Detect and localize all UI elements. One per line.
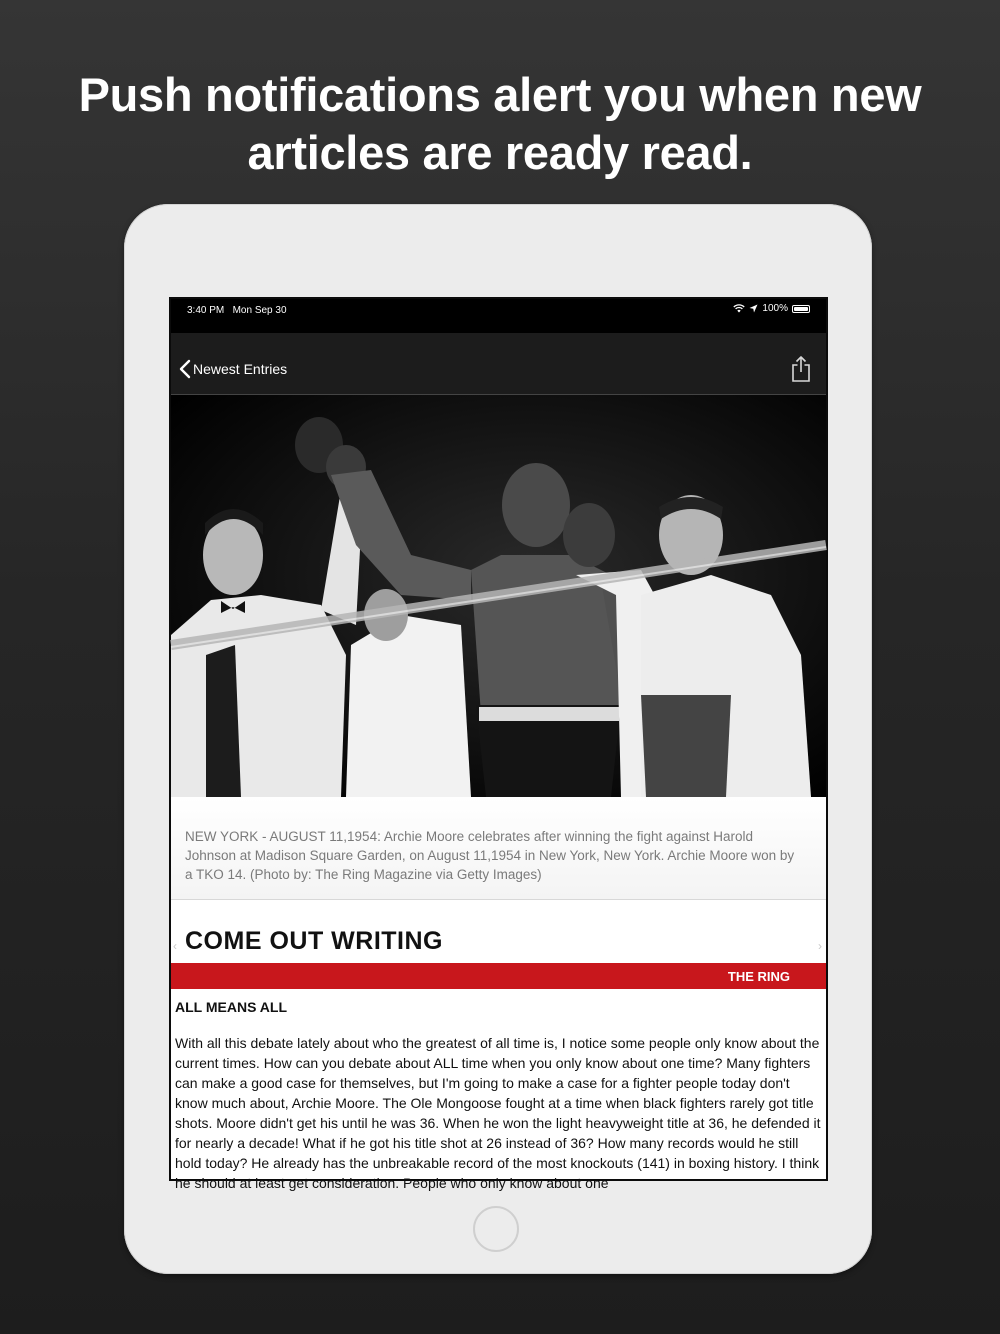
status-bar — [171, 299, 826, 333]
share-icon[interactable] — [790, 355, 812, 383]
boxing-photo-image — [171, 395, 826, 797]
battery-icon — [792, 305, 810, 313]
promo-headline-line1: Push notifications alert you when new — [78, 68, 922, 121]
promo-headline — [0, 66, 1000, 182]
status-indicators — [733, 303, 810, 314]
battery-percent: 100% — [762, 303, 788, 314]
article-body: With all this debate lately about who the greatest of all time is, I notice some people only know about the current times. How can you debate about ALL time when you only know about one time? Many fighters can make a good case for themselves, but I'm going to make a case for a fighter people today don't know much about, Archie Moore. The Ole Mongoose fought at a time when black fighters rarely got title shots. Moore didn't get his until he was 36. When he won the light heavyweight title at 36, he defended it for nearly a decade! What if he got his title shot at 26 instead of 36? How many records would he still hold today? He already has the unbreakable record of the most knockouts (141) in boxing history. I think he should at least get consideration. People who only know about one — [175, 1035, 821, 1191]
home-button — [473, 1206, 519, 1252]
promo-headline-line2: articles are ready read. — [247, 126, 753, 179]
article-subhead: ALL MEANS ALL — [175, 999, 287, 1015]
photo-caption: NEW YORK - AUGUST 11,1954: Archie Moore celebrates after winning the fight against Harold Johnson at Madison Square Garden, on August 11,1954 in New York, New York. Archie Moore won by a TKO 14. (Photo by: The Ring Magazine via Getty Images) — [171, 797, 826, 900]
navigation-bar — [171, 333, 826, 395]
wifi-icon — [733, 304, 745, 313]
status-time-date — [187, 305, 287, 316]
source-label: THE RING — [727, 969, 790, 984]
status-date: Mon Sep 30 — [232, 305, 287, 316]
status-time: 3:40 PM — [187, 305, 225, 316]
back-button-label: Newest Entries — [193, 361, 288, 377]
back-button[interactable] — [179, 359, 287, 379]
source-banner — [171, 963, 826, 989]
location-icon — [749, 304, 758, 313]
chevron-left-small-icon[interactable]: ‹ — [173, 939, 177, 953]
app-screen — [169, 297, 828, 1191]
section-title: COME OUT WRITING — [185, 927, 443, 955]
article-photo — [171, 395, 826, 797]
chevron-left-icon — [179, 359, 191, 379]
chevron-right-small-icon[interactable]: › — [818, 939, 822, 953]
